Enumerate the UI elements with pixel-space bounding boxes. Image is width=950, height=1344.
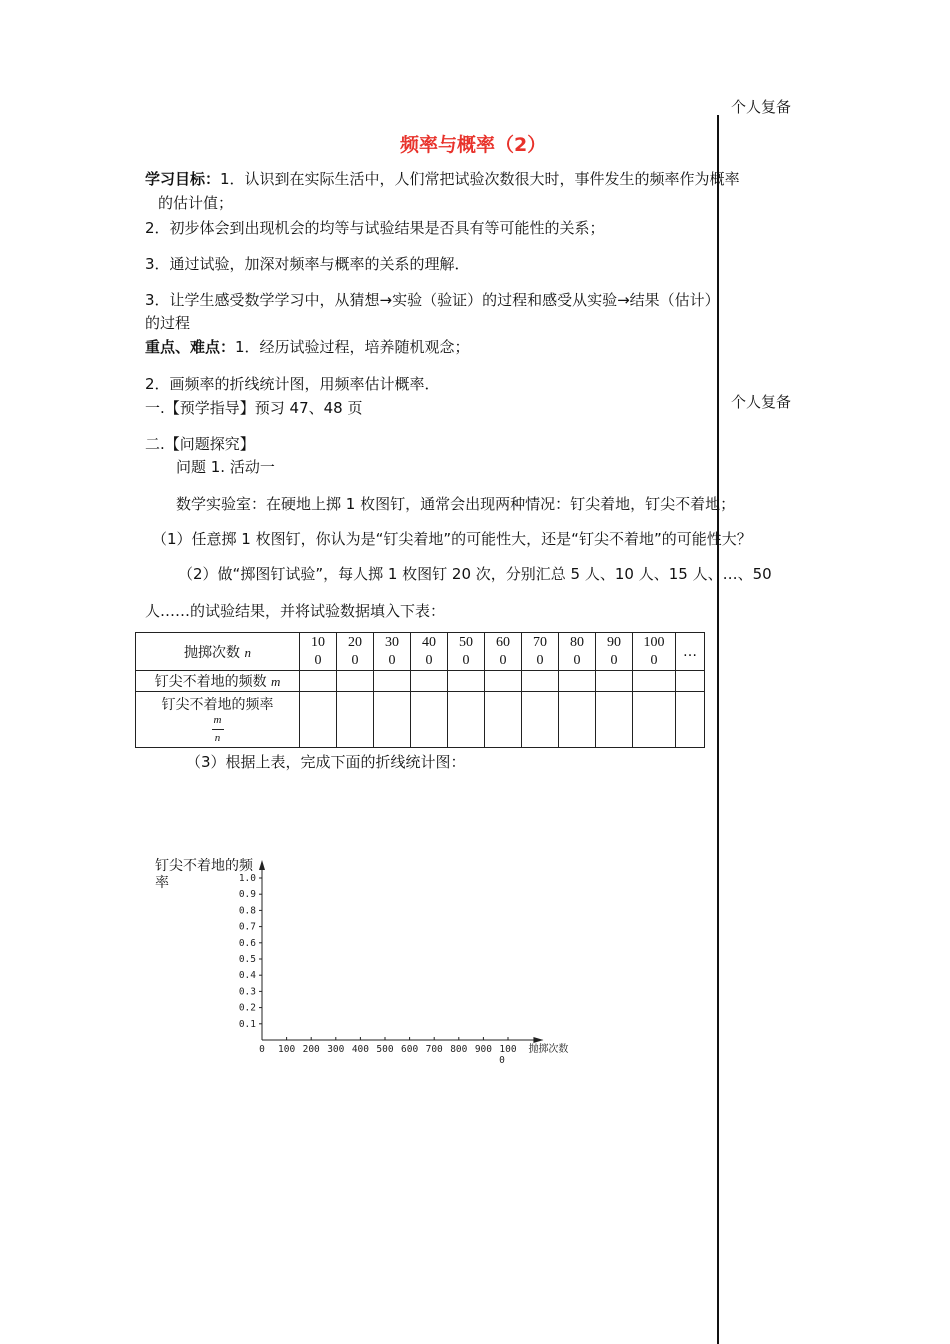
- key-points-label: 重点、难点：: [145, 338, 236, 356]
- y-tick-label: 1.0: [238, 873, 256, 884]
- problem-1: 问题 1. 活动一: [176, 458, 275, 476]
- row-label-count: 钉尖不着地的频数 m: [136, 671, 300, 692]
- objective-3: 3．通过试验，加深对频率与概率的关系的理解．: [145, 255, 470, 273]
- count-cell: 80 0: [559, 633, 596, 671]
- count-cell: 90 0: [596, 633, 633, 671]
- question-1: （1）任意掷 1 枚图钉，你认为是“钉尖着地”的可能性大，还是“钉尖不着地”的可能性大？: [152, 530, 752, 548]
- y-tick-label: 0.6: [238, 937, 256, 949]
- question-2-line-1: （2）做“掷图钉试验”，每人掷 1 枚图钉 20 次，分别汇总 5 人、10 人、15 人、…、50: [178, 565, 772, 583]
- row-label-throws: 抛掷次数 n: [136, 633, 300, 671]
- ellipsis-cell: …: [676, 633, 705, 671]
- y-tick-label: 0.7: [238, 921, 256, 933]
- key-point-1: 1．经历试验过程，培养随机观念；: [235, 338, 470, 356]
- objective-4: 3．让学生感受数学学习中，从猜想→实验（验证）的过程和感受从实验→结果（估计）: [145, 291, 720, 309]
- count-cell: 60 0: [485, 633, 522, 671]
- x-tick-label: 600: [401, 1044, 419, 1055]
- y-tick-label: 0.8: [238, 905, 256, 917]
- x-origin-label: 0: [259, 1044, 265, 1055]
- side-note-2: 个人复备: [731, 393, 792, 411]
- objectives-label: 学习目标：: [145, 170, 221, 188]
- x-tick-label: 200: [302, 1044, 320, 1055]
- count-cell: 70 0: [522, 633, 559, 671]
- x-axis-arrow: [533, 1037, 543, 1043]
- y-tick-label: 0.3: [238, 986, 256, 998]
- y-tick-label: 0.1: [238, 1018, 256, 1030]
- x-tick-label-overflow: 0: [499, 1055, 505, 1066]
- objective-2: 2．初步体会到出现机会的均等与试验结果是否具有等可能性的关系；: [145, 219, 605, 237]
- y-tick-label: 0.5: [238, 954, 256, 965]
- row-label-rate: 钉尖不着地的频率 $\frac{m}{n}$: [136, 692, 300, 748]
- count-cell: 30 0: [374, 633, 411, 671]
- objective-1-cont: 的估计值；: [158, 194, 234, 212]
- count-cell: 40 0: [411, 633, 448, 671]
- y-tick-label: 0.4: [238, 970, 256, 982]
- section-explore: 二.【问题探究】: [145, 435, 255, 453]
- key-point-2: 2．画频率的折线统计图，用频率估计概率．: [145, 375, 440, 393]
- y-tick-label: 0.9: [238, 889, 256, 901]
- x-tick-label: 500: [376, 1044, 394, 1055]
- x-axis-title: 抛掷次数: [528, 1044, 569, 1055]
- count-cell: 100 0: [633, 633, 676, 671]
- x-tick-label: 900: [474, 1044, 492, 1055]
- fraction-m-over-n: $\frac{m}{n}$: [212, 714, 224, 745]
- section-preview: 一.【预学指导】预习 47、48 页: [145, 399, 363, 417]
- x-tick-label: 400: [351, 1044, 369, 1055]
- side-note-1: 个人复备: [731, 98, 792, 116]
- question-3: （3）根据上表，完成下面的折线统计图：: [186, 753, 466, 771]
- x-tick-label: 300: [327, 1044, 345, 1055]
- count-cell: 20 0: [337, 633, 374, 671]
- count-cell: 50 0: [448, 633, 485, 671]
- y-tick-label: 0.2: [238, 1002, 256, 1014]
- x-tick-label: 100: [499, 1044, 517, 1055]
- x-tick-label: 800: [450, 1044, 468, 1055]
- x-tick-label: 700: [425, 1044, 443, 1055]
- y-axis-arrow: [259, 860, 265, 870]
- chart-ylabel: 钉尖不着地的频 率: [155, 858, 253, 891]
- objective-4-cont: 的过程: [145, 314, 191, 332]
- page-title: 频率与概率（2）: [400, 134, 547, 156]
- count-cell: 10 0: [300, 633, 337, 671]
- x-tick-label: 100: [278, 1044, 296, 1055]
- objective-1: 1．认识到在实际生活中，人们常把试验次数很大时，事件发生的频率作为概率: [220, 170, 740, 188]
- question-2-line-2: 人……的试验结果，并将试验数据填入下表：: [145, 602, 446, 620]
- lab-text: 数学实验室：在硬地上掷 1 枚图钉，通常会出现两种情况：钉尖着地，钉尖不着地；: [176, 495, 736, 513]
